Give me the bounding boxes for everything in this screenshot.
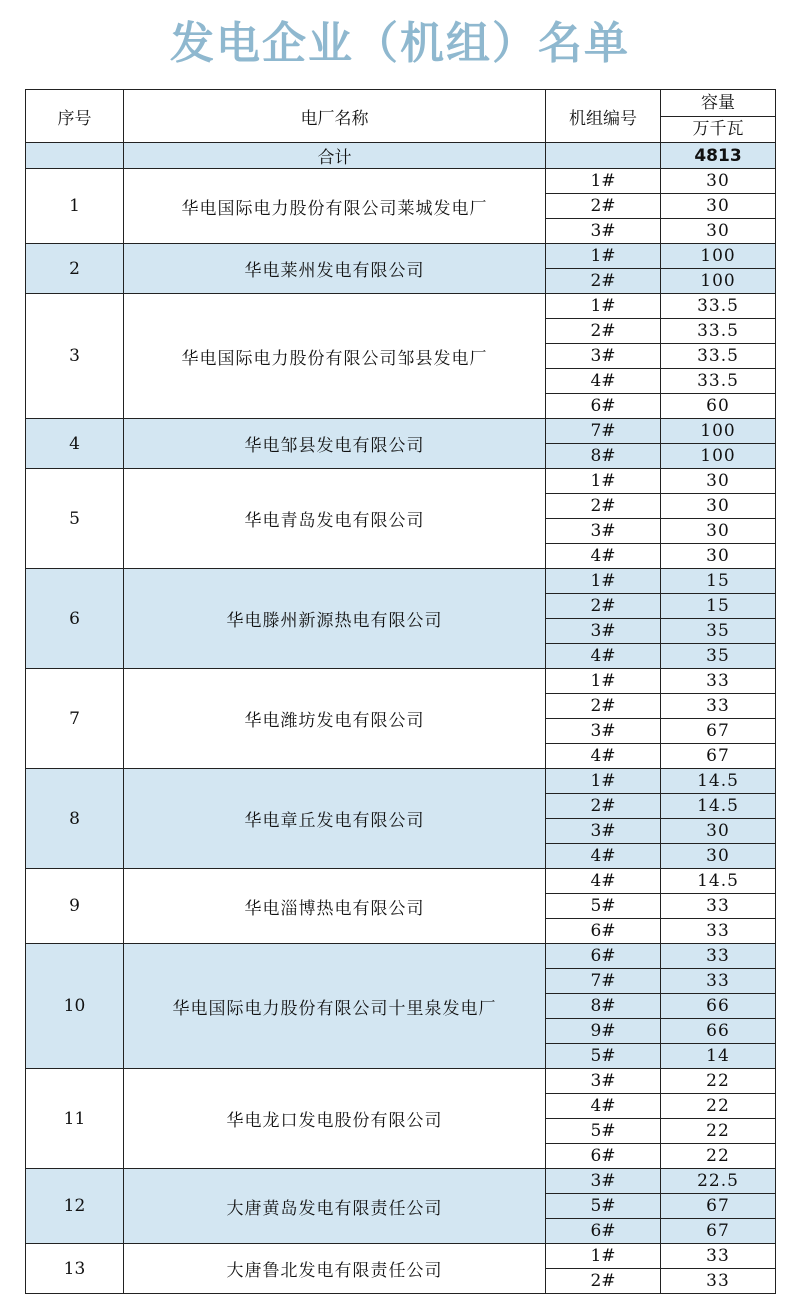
unit-number: 2# xyxy=(546,269,661,294)
unit-capacity: 14.5 xyxy=(661,869,776,894)
plant-index: 2 xyxy=(26,244,124,294)
unit-capacity: 33 xyxy=(661,1244,776,1269)
plant-name: 华电淄博热电有限公司 xyxy=(124,869,546,944)
unit-number: 3# xyxy=(546,344,661,369)
unit-capacity: 33 xyxy=(661,919,776,944)
unit-number: 6# xyxy=(546,944,661,969)
unit-number: 2# xyxy=(546,494,661,519)
unit-number: 7# xyxy=(546,969,661,994)
unit-number: 3# xyxy=(546,1069,661,1094)
unit-capacity: 30 xyxy=(661,469,776,494)
power-plant-table xyxy=(25,89,776,1294)
unit-number: 2# xyxy=(546,594,661,619)
table-row xyxy=(26,469,776,494)
plant-name: 华电龙口发电股份有限公司 xyxy=(124,1069,546,1169)
unit-number: 4# xyxy=(546,544,661,569)
unit-number: 7# xyxy=(546,419,661,444)
plant-name: 华电国际电力股份有限公司邹县发电厂 xyxy=(124,294,546,419)
unit-capacity: 67 xyxy=(661,719,776,744)
unit-number: 3# xyxy=(546,719,661,744)
unit-number: 8# xyxy=(546,444,661,469)
plant-index: 11 xyxy=(26,1069,124,1169)
unit-capacity: 33.5 xyxy=(661,294,776,319)
unit-capacity: 35 xyxy=(661,619,776,644)
unit-capacity: 22 xyxy=(661,1094,776,1119)
plant-index: 13 xyxy=(26,1244,124,1294)
total-index-cell xyxy=(26,143,124,169)
unit-capacity: 33 xyxy=(661,944,776,969)
unit-number: 8# xyxy=(546,994,661,1019)
plant-index: 8 xyxy=(26,769,124,869)
unit-number: 6# xyxy=(546,394,661,419)
unit-number: 3# xyxy=(546,819,661,844)
unit-number: 5# xyxy=(546,1194,661,1219)
unit-number: 1# xyxy=(546,569,661,594)
table-row xyxy=(26,294,776,319)
unit-capacity: 15 xyxy=(661,594,776,619)
unit-capacity: 14.5 xyxy=(661,769,776,794)
header-index: 序号 xyxy=(26,90,124,143)
unit-capacity: 30 xyxy=(661,219,776,244)
unit-capacity: 66 xyxy=(661,994,776,1019)
unit-number: 3# xyxy=(546,1169,661,1194)
unit-capacity: 33 xyxy=(661,694,776,719)
unit-capacity: 22 xyxy=(661,1144,776,1169)
unit-number: 5# xyxy=(546,1119,661,1144)
page-title: 发电企业（机组）名单 xyxy=(170,18,630,69)
unit-capacity: 60 xyxy=(661,394,776,419)
table-row xyxy=(26,769,776,794)
plant-name: 华电莱州发电有限公司 xyxy=(124,244,546,294)
unit-number: 9# xyxy=(546,1019,661,1044)
header-capacity-unit: 万千瓦 xyxy=(661,117,776,143)
unit-capacity: 30 xyxy=(661,169,776,194)
header-row xyxy=(26,90,776,117)
plant-index: 7 xyxy=(26,669,124,769)
unit-capacity: 30 xyxy=(661,519,776,544)
plant-name: 华电国际电力股份有限公司莱城发电厂 xyxy=(124,169,546,244)
header-plant-name: 电厂名称 xyxy=(124,90,546,143)
unit-capacity: 30 xyxy=(661,844,776,869)
total-value: 4813 xyxy=(661,143,776,169)
unit-number: 1# xyxy=(546,169,661,194)
plant-name: 华电潍坊发电有限公司 xyxy=(124,669,546,769)
unit-number: 2# xyxy=(546,1269,661,1294)
header-capacity: 容量 xyxy=(661,90,776,117)
unit-capacity: 33.5 xyxy=(661,344,776,369)
unit-number: 1# xyxy=(546,244,661,269)
unit-number: 6# xyxy=(546,1144,661,1169)
table-row xyxy=(26,669,776,694)
unit-capacity: 66 xyxy=(661,1019,776,1044)
unit-capacity: 100 xyxy=(661,244,776,269)
unit-capacity: 22 xyxy=(661,1119,776,1144)
unit-capacity: 14 xyxy=(661,1044,776,1069)
unit-capacity: 67 xyxy=(661,744,776,769)
unit-capacity: 30 xyxy=(661,194,776,219)
unit-number: 4# xyxy=(546,869,661,894)
header-unit-number: 机组编号 xyxy=(546,90,661,143)
unit-number: 1# xyxy=(546,669,661,694)
plant-index: 3 xyxy=(26,294,124,419)
plant-name: 大唐鲁北发电有限责任公司 xyxy=(124,1244,546,1294)
unit-capacity: 22 xyxy=(661,1069,776,1094)
unit-number: 1# xyxy=(546,1244,661,1269)
unit-capacity: 33 xyxy=(661,1269,776,1294)
unit-capacity: 22.5 xyxy=(661,1169,776,1194)
unit-number: 4# xyxy=(546,844,661,869)
unit-number: 3# xyxy=(546,219,661,244)
unit-number: 2# xyxy=(546,794,661,819)
table-row xyxy=(26,869,776,894)
table-row xyxy=(26,569,776,594)
plant-index: 1 xyxy=(26,169,124,244)
total-label: 合计 xyxy=(124,143,546,169)
total-row xyxy=(26,143,776,169)
unit-capacity: 30 xyxy=(661,544,776,569)
unit-capacity: 33.5 xyxy=(661,369,776,394)
unit-number: 5# xyxy=(546,1044,661,1069)
unit-capacity: 15 xyxy=(661,569,776,594)
plant-index: 4 xyxy=(26,419,124,469)
table-row xyxy=(26,169,776,194)
unit-number: 1# xyxy=(546,294,661,319)
unit-number: 4# xyxy=(546,369,661,394)
unit-number: 2# xyxy=(546,694,661,719)
unit-capacity: 100 xyxy=(661,419,776,444)
table-row xyxy=(26,1069,776,1094)
plant-index: 5 xyxy=(26,469,124,569)
unit-capacity: 33 xyxy=(661,669,776,694)
unit-number: 4# xyxy=(546,1094,661,1119)
table-row xyxy=(26,944,776,969)
unit-number: 6# xyxy=(546,919,661,944)
unit-capacity: 30 xyxy=(661,819,776,844)
unit-number: 3# xyxy=(546,519,661,544)
unit-capacity: 33.5 xyxy=(661,319,776,344)
plant-index: 6 xyxy=(26,569,124,669)
plant-index: 10 xyxy=(26,944,124,1069)
unit-number: 4# xyxy=(546,644,661,669)
table-row xyxy=(26,1169,776,1194)
unit-capacity: 100 xyxy=(661,444,776,469)
plant-name: 华电邹县发电有限公司 xyxy=(124,419,546,469)
unit-number: 2# xyxy=(546,194,661,219)
unit-number: 6# xyxy=(546,1219,661,1244)
plant-name: 华电滕州新源热电有限公司 xyxy=(124,569,546,669)
table-row xyxy=(26,1244,776,1269)
unit-number: 5# xyxy=(546,894,661,919)
unit-capacity: 67 xyxy=(661,1219,776,1244)
table-row xyxy=(26,419,776,444)
plant-index: 12 xyxy=(26,1169,124,1244)
unit-number: 4# xyxy=(546,744,661,769)
table-row xyxy=(26,244,776,269)
plant-name: 华电青岛发电有限公司 xyxy=(124,469,546,569)
unit-number: 1# xyxy=(546,769,661,794)
plant-name: 华电国际电力股份有限公司十里泉发电厂 xyxy=(124,944,546,1069)
total-unit-cell xyxy=(546,143,661,169)
unit-capacity: 100 xyxy=(661,269,776,294)
plant-name: 华电章丘发电有限公司 xyxy=(124,769,546,869)
plant-name: 大唐黄岛发电有限责任公司 xyxy=(124,1169,546,1244)
unit-capacity: 30 xyxy=(661,494,776,519)
unit-capacity: 35 xyxy=(661,644,776,669)
unit-capacity: 67 xyxy=(661,1194,776,1219)
unit-number: 3# xyxy=(546,619,661,644)
unit-capacity: 33 xyxy=(661,969,776,994)
unit-capacity: 33 xyxy=(661,894,776,919)
plant-index: 9 xyxy=(26,869,124,944)
unit-capacity: 14.5 xyxy=(661,794,776,819)
unit-number: 1# xyxy=(546,469,661,494)
unit-number: 2# xyxy=(546,319,661,344)
